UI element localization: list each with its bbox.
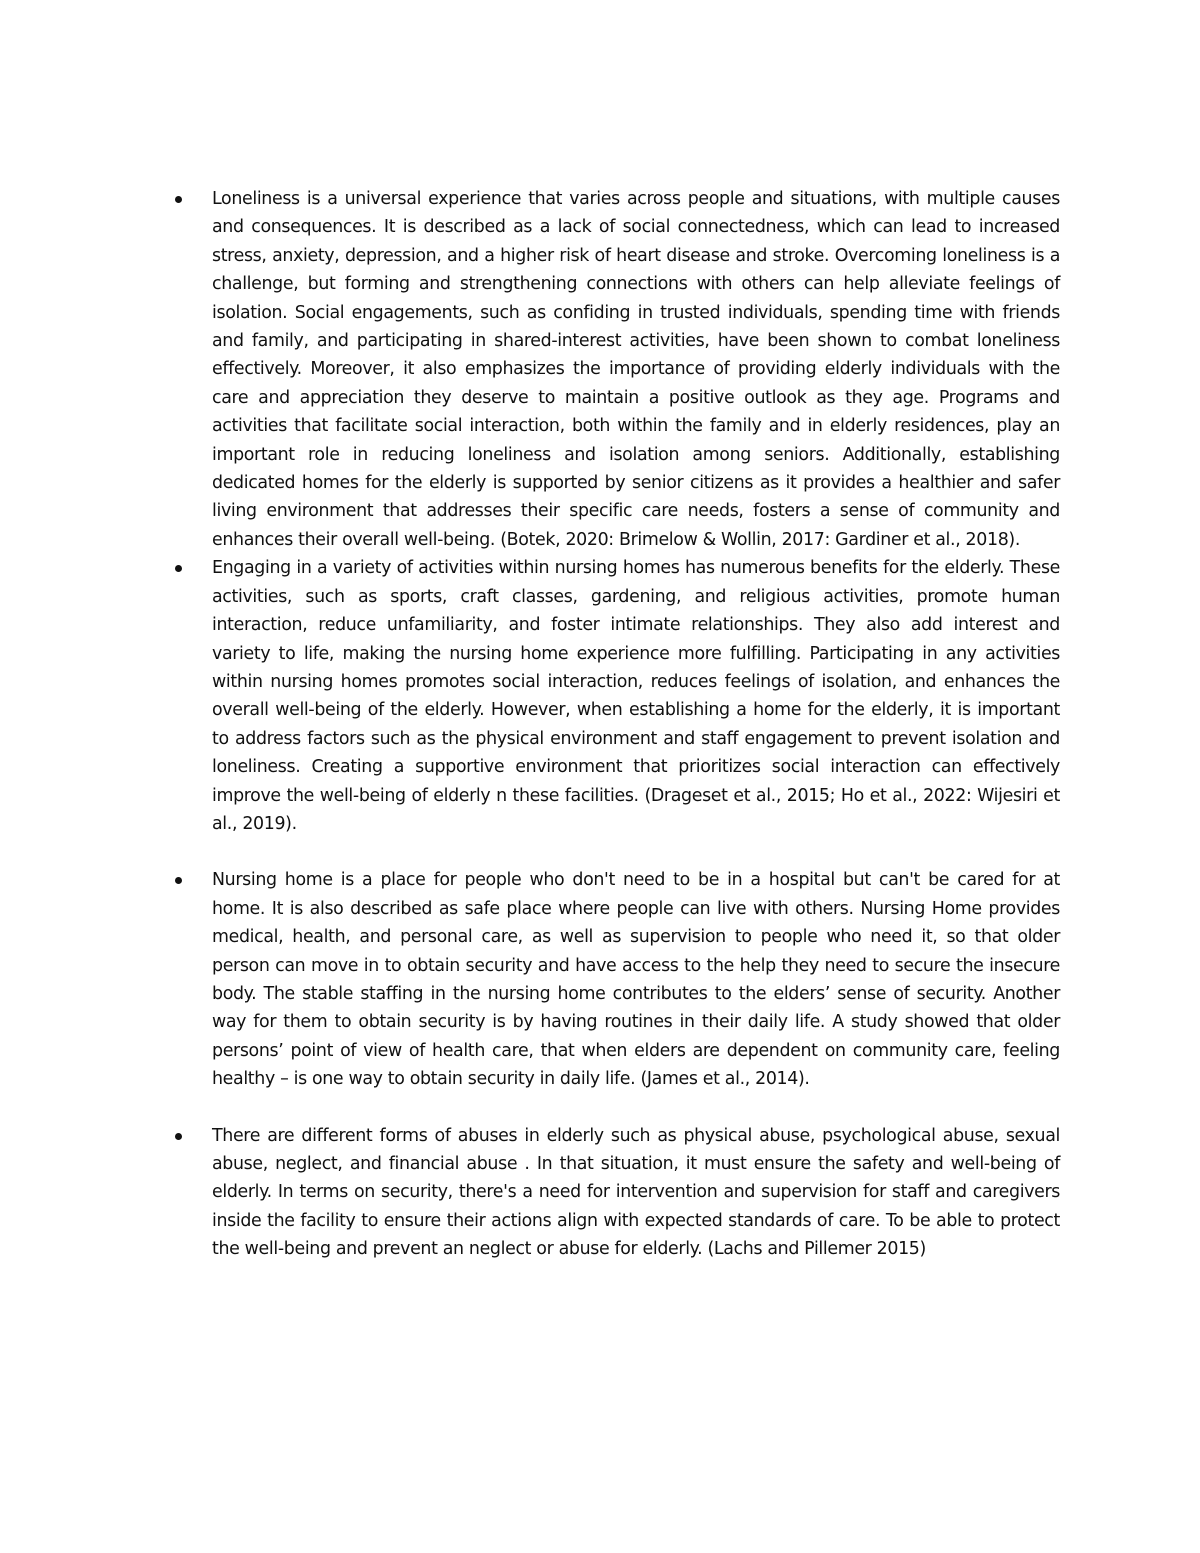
bullet-list — [170, 185, 1060, 1264]
list-item — [170, 1122, 1060, 1264]
paragraph-text: Engaging in a variety of activities within nursing homes has numerous benefits for the elderly. These activities, such as sports, craft classes, gardening, and religious activities, promote human interaction, reduce unfamiliarity, and foster intimate relationships. They also add interest and variety to life, making the nursing home experience more fulfilling. Participating in any activities within nursing homes promotes social interaction, reduces feelings of isolation, and enhances the overall well-being of the elderly. However, when establishing a home for the elderly, it is important to address factors such as the physical environment and staff engagement to prevent isolation and loneliness. Creating a supportive environment that prioritizes social interaction can effectively improve the well-being of elderly n these facilities. (Drageset et al., 2015; Ho et al., 2022: Wijesiri et al., 2019). — [212, 558, 1060, 834]
paragraph-text: There are different forms of abuses in elderly such as physical abuse, psychological abuse, sexual abuse, neglect, and financial abuse . In that situation, it must ensure the safety and well-being of elderly. In terms on security, there's a need for intervention and supervision for staff and caregivers inside the facility to ensure their actions align with expected standards of care. To be able to protect the well-being and prevent an neglect or abuse for elderly. (Lachs and Pillemer 2015) — [212, 1125, 1060, 1260]
bullet-icon — [175, 565, 182, 572]
bullet-icon — [175, 1133, 182, 1140]
bullet-icon — [175, 877, 182, 884]
bullet-icon — [175, 196, 182, 203]
paragraph-text: Loneliness is a universal experience that varies across people and situations, with multiple causes and consequences. It is described as a lack of social connectedness, which can lead to increased stress, anxiety, depression, and a higher risk of heart disease and stroke. Overcoming loneliness is a challenge, but forming and strengthening connections with others can help alleviate feelings of isolation. Social engagements, such as confiding in trusted individuals, spending time with friends and family, and participating in shared-interest activities, have been shown to combat loneliness effectively. Moreover, it also emphasizes the importance of providing elderly individuals with the care and appreciation they deserve to maintain a positive outlook as they age. Programs and activities that facilitate social interaction, both within the family and in elderly residences, play an important role in reducing loneliness and isolation among seniors. Additionally, establishing dedicated homes for the elderly is supported by senior citizens as it provides a healthier and safer living environment that addresses their specific care needs, fosters a sense of community and enhances their overall well-being. (Botek, 2020: Brimelow & Wollin, 2017: Gardiner et al., 2018). — [212, 189, 1060, 550]
paragraph-text: Nursing home is a place for people who don't need to be in a hospital but can't be cared for at home. It is also described as safe place where people can live with others. Nursing Home provides medical, health, and personal care, as well as supervision to people who need it, so that older person can move in to obtain security and have access to the help they need to secure the insecure body. The stable staffing in the nursing home contributes to the elders’ sense of security. Another way for them to obtain security is by having routines in their daily life. A study showed that older persons’ point of view of health care, that when elders are dependent on community care, feeling healthy – is one way to obtain security in daily life. (James et al., 2014). — [212, 870, 1060, 1090]
list-item — [170, 185, 1060, 554]
list-item — [170, 554, 1060, 838]
list-item — [170, 866, 1060, 1093]
